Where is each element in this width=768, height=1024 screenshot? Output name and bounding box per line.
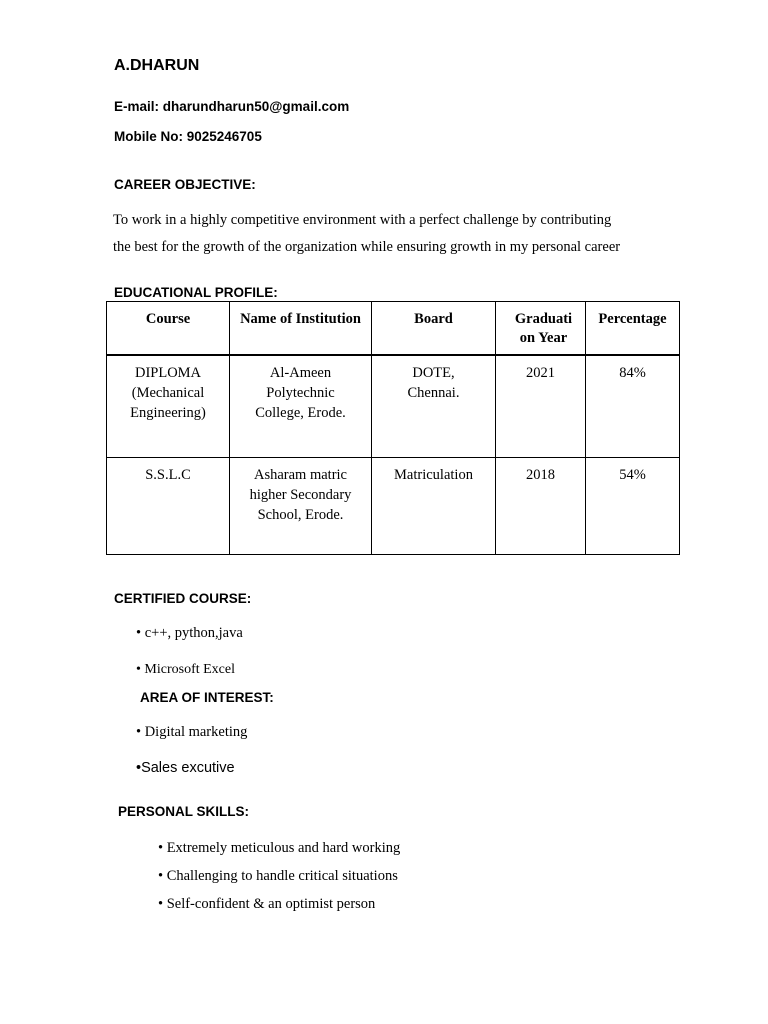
column-header-institution: Name of Institution	[230, 302, 372, 356]
list-item: • Self-confident & an optimist person	[158, 896, 376, 912]
cell-year: 2018	[496, 458, 586, 555]
career-objective-heading: CAREER OBJECTIVE:	[114, 177, 256, 192]
cell-institution: Al-Ameen Polytechnic College, Erode.	[230, 355, 372, 458]
cell-course: S.S.L.C	[107, 458, 230, 555]
cell-percentage: 54%	[586, 458, 680, 555]
cell-board: Matriculation	[372, 458, 496, 555]
career-objective-line-1: To work in a highly competitive environment with a perfect challenge by contributing	[113, 212, 612, 228]
personal-skills-heading: PERSONAL SKILLS:	[118, 804, 250, 819]
cell-institution: Asharam matric higher Secondary School, Erode.	[230, 458, 372, 555]
column-header-graduation-year: Graduati on Year	[496, 302, 586, 356]
career-objective-line-2: the best for the growth of the organization while ensuring growth in my personal career	[113, 239, 621, 255]
column-header-percentage: Percentage	[586, 302, 680, 356]
educational-profile-heading: EDUCATIONAL PROFILE:	[114, 285, 278, 300]
list-item: •Sales excutive	[136, 760, 235, 776]
table-row	[107, 458, 680, 555]
table-header-row	[107, 302, 680, 356]
candidate-name: A.DHARUN	[114, 57, 200, 74]
area-of-interest-heading: AREA OF INTEREST:	[140, 690, 274, 705]
certified-course-heading: CERTIFIED COURSE:	[114, 591, 252, 606]
list-item: • c++, python,java	[136, 625, 243, 641]
column-header-course: Course	[107, 302, 230, 356]
email-line: E-mail: dharundharun50@gmail.com	[114, 99, 350, 114]
list-item: • Digital marketing	[136, 724, 248, 740]
cell-course: DIPLOMA (Mechanical Engineering)	[107, 355, 230, 458]
cell-year: 2021	[496, 355, 586, 458]
list-item: • Microsoft Excel	[136, 662, 235, 677]
table-row	[107, 355, 680, 458]
education-table	[106, 301, 680, 555]
list-item: • Extremely meticulous and hard working	[158, 840, 401, 856]
cell-board: DOTE, Chennai.	[372, 355, 496, 458]
column-header-board: Board	[372, 302, 496, 356]
mobile-line: Mobile No: 9025246705	[114, 129, 262, 144]
list-item: • Challenging to handle critical situations	[158, 868, 398, 884]
cell-percentage: 84%	[586, 355, 680, 458]
